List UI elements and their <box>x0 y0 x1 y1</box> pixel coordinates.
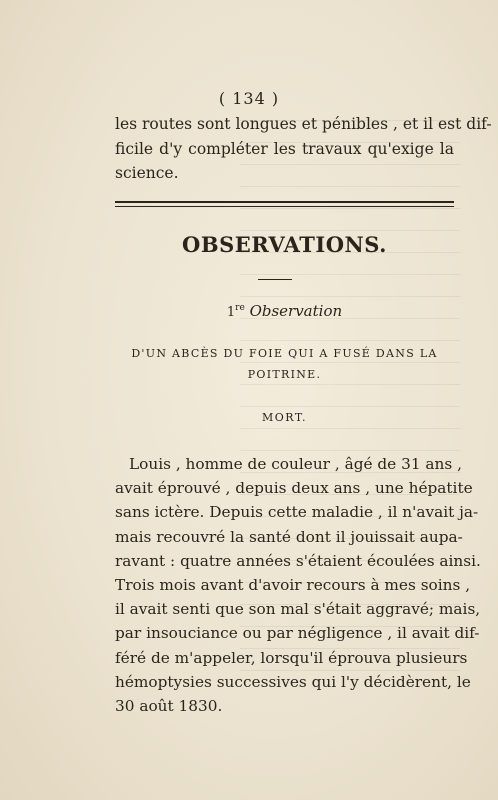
body-line-1: Louis , homme de couleur , âgé de 31 ans , <box>129 455 462 473</box>
body-paragraph <box>115 452 481 718</box>
observation-subtitle-line-2: POITRINE. <box>247 368 322 381</box>
section-title: OBSERVATIONS. <box>182 232 387 257</box>
body-line-4: mais recouvré la santé dont il jouissait aupa- <box>115 527 463 546</box>
body-line-6: Trois mois avant d'avoir recours à mes soins , <box>115 576 471 595</box>
body-line-3: sans ictère. Depuis cette maladie , il n'avait ja- <box>115 503 479 522</box>
intro-paragraph <box>115 112 492 186</box>
double-rule-divider <box>115 201 454 207</box>
page-number: ( 134 ) <box>218 89 280 108</box>
observation-subtitle <box>115 343 454 385</box>
intro-line-1: les routes sont longues et pénibles , et il est dif- <box>115 115 492 133</box>
intro-line-3: science. <box>115 164 179 182</box>
observation-subtitle-line-1: D'UN ABCÈS DU FOIE QUI A FUSÉ DANS LA <box>131 347 438 360</box>
body-line-9: féré de m'appeler, lorsqu'il éprouva plusieurs <box>115 648 468 667</box>
observation-number: 1 <box>226 305 236 320</box>
intro-line-2: ficile d'y compléter les travaux qu'exige la <box>115 139 454 158</box>
body-line-2: avait éprouvé , depuis deux ans , une hépatite <box>115 479 473 498</box>
observation-heading <box>115 302 454 320</box>
observation-word: Observation <box>249 302 343 320</box>
body-line-8: par insouciance ou par négligence , il avait dif- <box>115 624 480 643</box>
body-line-5: ravant : quatre années s'étaient écoulées ainsi. <box>115 551 481 570</box>
short-rule-divider <box>258 279 292 280</box>
body-line-7: il avait senti que son mal s'était aggravé; mais, <box>115 600 481 619</box>
body-line-10: hémoptysies successives qui l'y décidèrent, le <box>115 672 471 691</box>
observation-outcome: MORT. <box>261 411 308 424</box>
body-line-11: 30 août 1830. <box>115 697 223 716</box>
observation-number-suffix: re <box>235 303 245 313</box>
